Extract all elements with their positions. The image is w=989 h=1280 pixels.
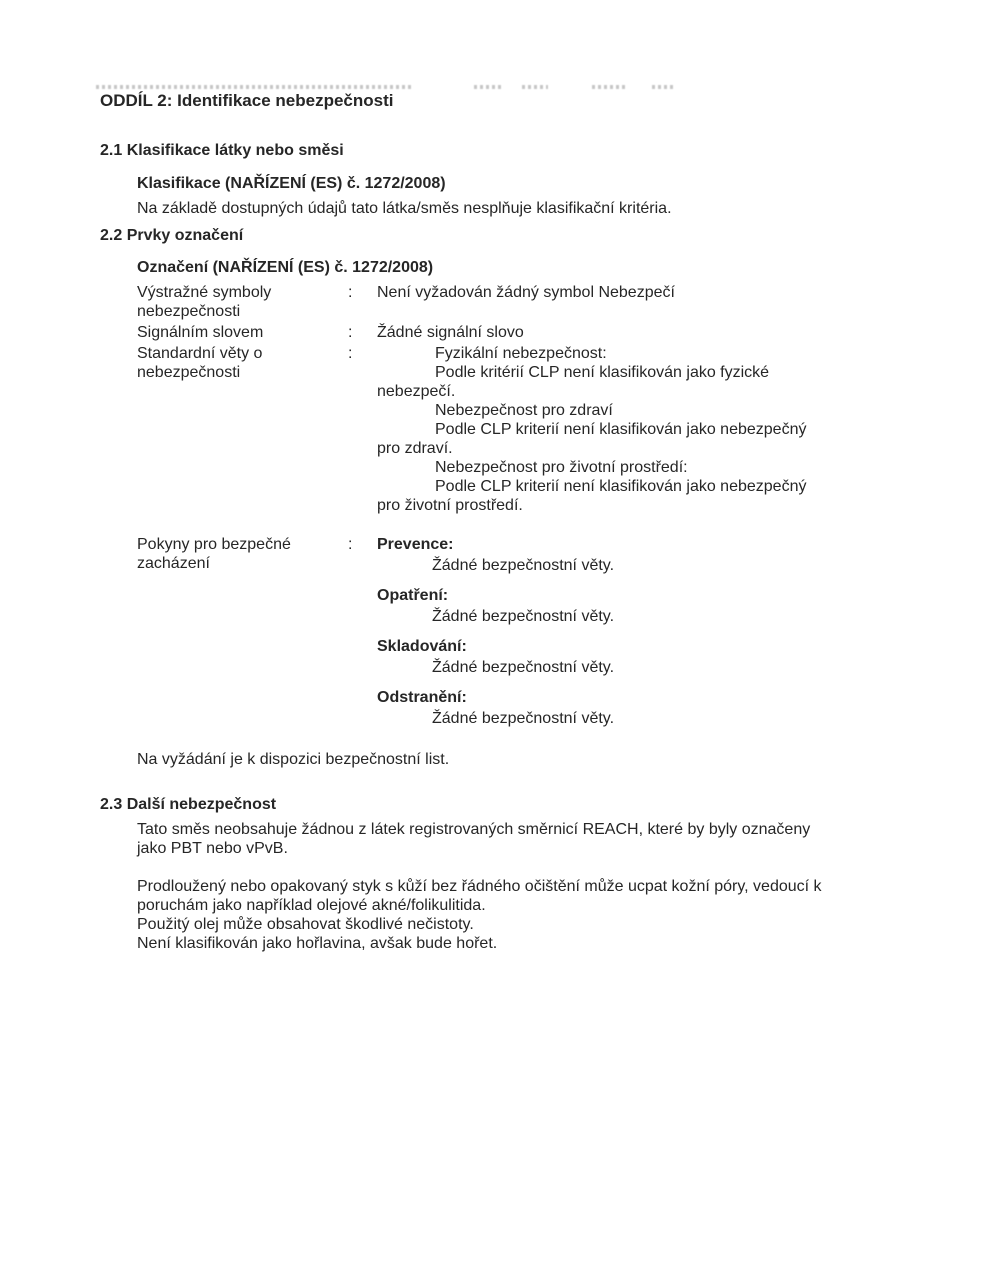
precaution-group-body: Žádné bezpečnostní věty.: [432, 710, 615, 727]
row-label-line: Signálním slovem: [137, 324, 264, 341]
precaution-group-title: Skladování:: [377, 638, 467, 655]
row-value-line: Podle kritérií CLP není klasifikován jako fyzické: [435, 364, 770, 381]
row-label: [137, 283, 348, 321]
precaution-group-body: Žádné bezpečnostní věty.: [432, 557, 615, 574]
row-value-line: Fyzikální nebezpečnost:: [435, 345, 607, 362]
row-label-line: Standardní věty o: [137, 345, 263, 362]
section-title: ODDÍL 2: Identifikace nebezpečnosti: [100, 91, 394, 110]
sds-availability-note: Na vyžádání je k dispozici bezpečnostní list.: [137, 751, 450, 768]
heading-2-3: 2.3 Další nebezpečnost: [100, 796, 277, 813]
row-label: [137, 535, 348, 573]
row-value-line: Nebezpečnost pro životní prostředí:: [435, 459, 688, 476]
table-row-precautionary: [137, 535, 614, 739]
row-label-line: nebezpečnosti: [137, 364, 241, 381]
row-value-line: pro životní prostředí.: [377, 497, 523, 514]
row-value: [377, 283, 806, 302]
row-colon: :: [348, 345, 353, 362]
row-value-line: Podle CLP kriterií není klasifikován jako nebezpečný: [435, 478, 807, 495]
paragraph: [137, 934, 822, 953]
heading-2-1: 2.1 Klasifikace látky nebo směsi: [100, 142, 344, 159]
paragraph: [137, 915, 822, 934]
row-colon: :: [348, 284, 353, 301]
row-label: [137, 323, 348, 342]
row-value-line: nebezpečí.: [377, 383, 456, 400]
paragraph-line: Použitý olej může obsahovat škodlivé nečistoty.: [137, 916, 474, 933]
labeling-table: [137, 283, 806, 515]
row-label-line: zacházení: [137, 555, 210, 572]
row-value-line: Není vyžadován žádný symbol Nebezpečí: [377, 284, 675, 301]
heading-2-2: 2.2 Prvky označení: [100, 227, 244, 244]
row-label: [137, 344, 348, 382]
row-colon: :: [348, 324, 353, 341]
classification-statement: Na základě dostupných údajů tato látka/směs nesplňuje klasifikační kritéria.: [137, 200, 672, 217]
other-hazards-text: [137, 820, 822, 953]
row-value-line: Podle CLP kriterií není klasifikován jako nebezpečný: [435, 421, 807, 438]
precautionary-statements-row: [137, 535, 614, 739]
precaution-group-title: Opatření:: [377, 587, 449, 604]
row-value: [377, 344, 806, 515]
precaution-group-body: Žádné bezpečnostní věty.: [432, 659, 615, 676]
paragraph-line: jako PBT nebo vPvB.: [137, 840, 288, 857]
precaution-group-body: Žádné bezpečnostní věty.: [432, 608, 615, 625]
table-row-hazard-symbols: [137, 283, 806, 321]
table-row-hazard-statements: [137, 344, 806, 515]
table-row-signal-word: [137, 323, 806, 342]
row-value: [377, 323, 806, 342]
paragraph: [137, 877, 822, 915]
subheading-klasifikace: Klasifikace (NAŘÍZENÍ (ES) č. 1272/2008): [137, 175, 446, 192]
precaution-group-title: Odstranění:: [377, 689, 467, 706]
row-value-line: Žádné signální slovo: [377, 324, 524, 341]
paragraph-line: poruchám jako například olejové akné/folikulitida.: [137, 897, 486, 914]
row-value-line: Nebezpečnost pro zdraví: [435, 402, 613, 419]
subheading-oznaceni: Označení (NAŘÍZENÍ (ES) č. 1272/2008): [137, 259, 434, 276]
paragraph-line: Není klasifikován jako hořlavina, avšak bude hořet.: [137, 935, 498, 952]
row-label-line: Pokyny pro bezpečné: [137, 536, 291, 553]
paragraph-line: Tato směs neobsahuje žádnou z látek registrovaných směrnicí REACH, které by byly označeny: [137, 821, 811, 838]
paragraph: [137, 820, 822, 858]
row-value: [377, 535, 614, 739]
precaution-group-title: Prevence:: [377, 536, 454, 553]
paragraph-line: Prodloužený nebo opakovaný styk s kůží bez řádného očištění může ucpat kožní póry, vedoucí k: [137, 878, 822, 895]
row-label-line: Výstražné symboly: [137, 284, 272, 301]
row-value-line: pro zdraví.: [377, 440, 453, 457]
row-label-line: nebezpečnosti: [137, 303, 241, 320]
row-colon: :: [348, 536, 353, 553]
